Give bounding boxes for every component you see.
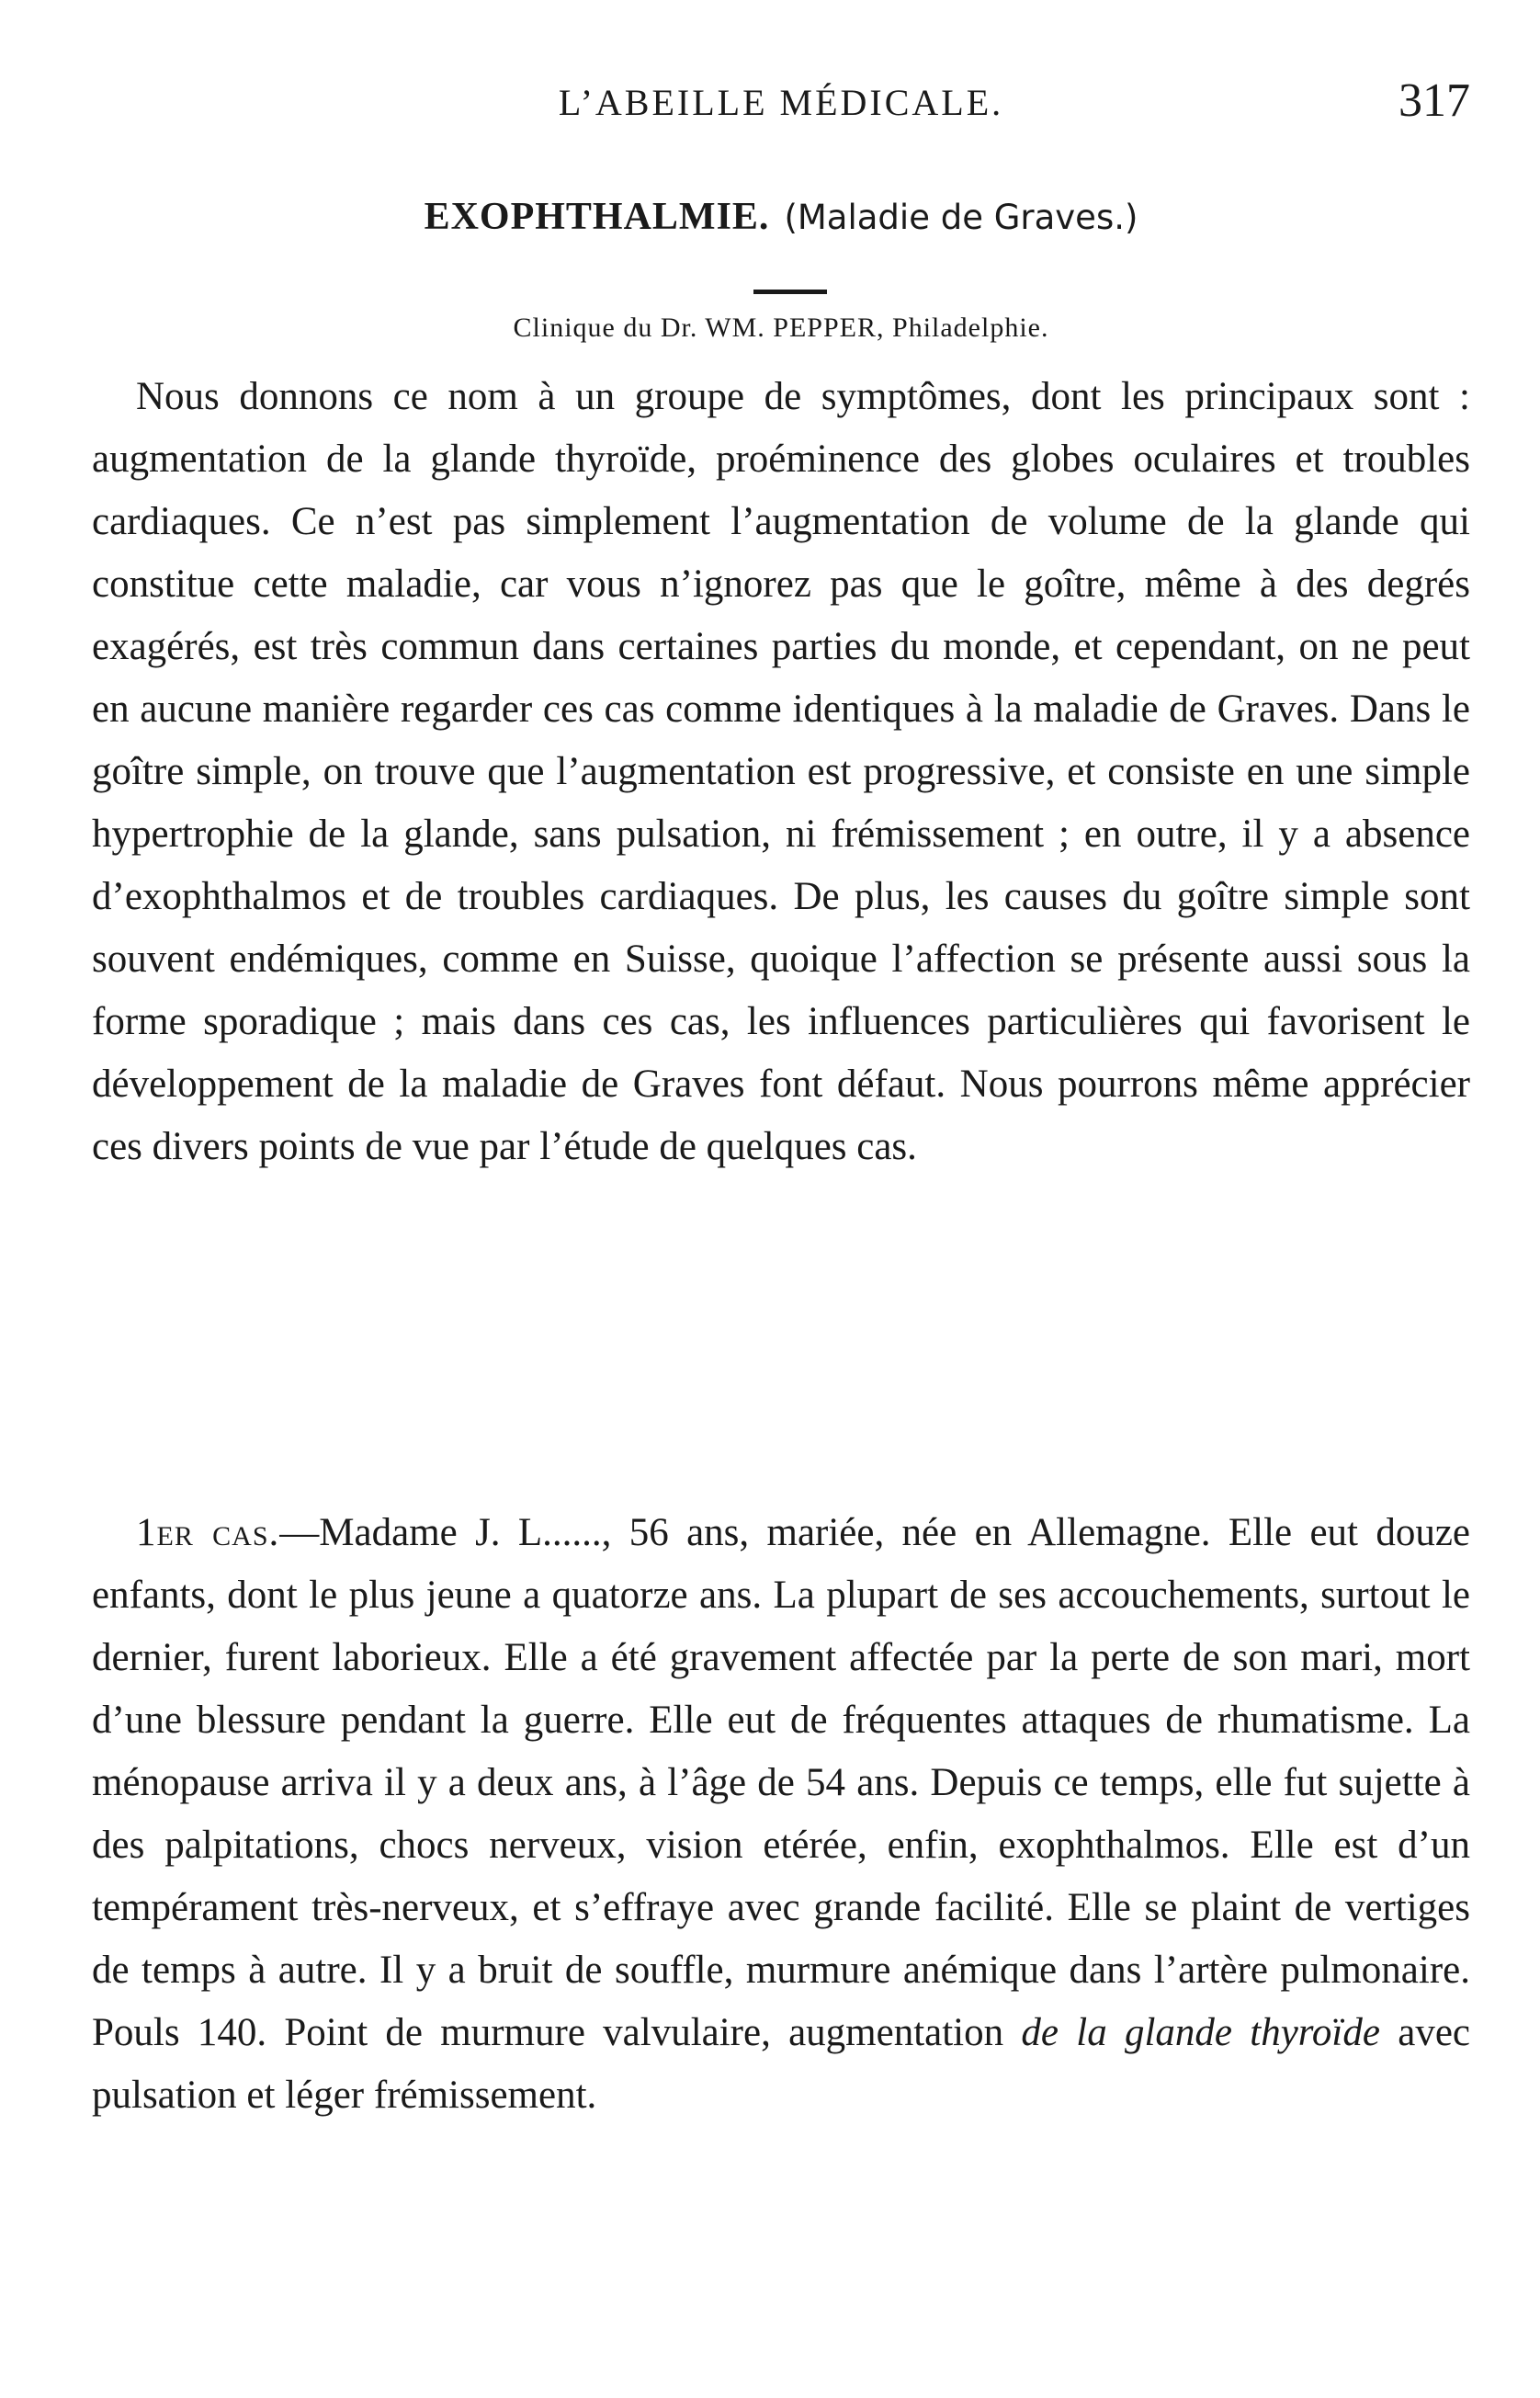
running-title: L’ABEILLE MÉDICALE. xyxy=(558,82,1004,123)
case-italic-text: de la glande thyroïde xyxy=(1021,2011,1380,2054)
paragraph-intro: Nous donnons ce nom à un groupe de symptômes, dont les principaux sont : augmentation de la glande thyroïde, proéminence des globes oculaires et troubles cardiaques. Ce n’est pas simplement l’augmentation de volume de la glande qui constitue cette maladie, car vous n’ignorez pas que le goître, même à des degrés exagérés, est très commun dans certaines parties du monde, et cependant, on ne peut en aucune manière regarder ces cas comme identiques à la maladie de Graves. Dans le goître simple, on trouve que l’augmentation est progressive, et consiste en une simple hypertrophie de la glande, sans pulsation, ni frémissement ; en outre, il y a absence d’exophthalmos et de troubles cardiaques. De plus, les causes du goître simple sont souvent endémiques, comme en Suisse, quoique l’affection se présente aussi sous la forme sporadique ; mais dans ces cas, les influences particulières qui favorisent le développement de la maladie de Graves font défaut. Nous pourrons même apprécier ces divers points de vue par l’étude de quelques cas. xyxy=(92,375,1470,1168)
article-title-main: EXOPHTHALMIE. xyxy=(424,196,770,238)
byline: Clinique du Dr. WM. PEPPER, Philadelphie. xyxy=(513,313,1049,343)
case-text-end: avec pulsation et léger frémissement. xyxy=(92,2011,1470,2117)
title-rule xyxy=(753,290,827,294)
page-number: 317 xyxy=(1398,74,1470,127)
running-head xyxy=(92,74,1470,129)
book-page xyxy=(92,0,1470,2398)
article-title xyxy=(92,193,1470,239)
paragraph-case-1 xyxy=(92,1502,1470,2127)
case-text: —Madame J. L......, 56 ans, mariée, née en Allemagne. Elle eut douze enfants, dont le plus jeune a quatorze ans. La plupart de ses accouchements, surtout le dernier, furent laborieux. Elle a été gravement affectée par la perte de son mari, mort d’une blessure pendant la guerre. Elle eut de fréquentes attaques de rhumatisme. La ménopause arriva il y a deux ans, à l’âge de 54 ans. Depuis ce temps, elle fut sujette à des palpitations, chocs nerveux, vision etérée, enfin, exophthalmos. Elle est d’un tempérament très-nerveux, et s’effraye avec grande facilité. Elle se plaint de vertiges de temps à autre. Il y a bruit de souffle, murmure anémique dans l’artère pulmonaire. Pouls 140. Point de murmure valvulaire, augmentation xyxy=(92,1511,1470,2054)
case-label: 1er cas. xyxy=(136,1511,280,1554)
article-subtitle: (Maladie de Graves.) xyxy=(784,198,1138,237)
